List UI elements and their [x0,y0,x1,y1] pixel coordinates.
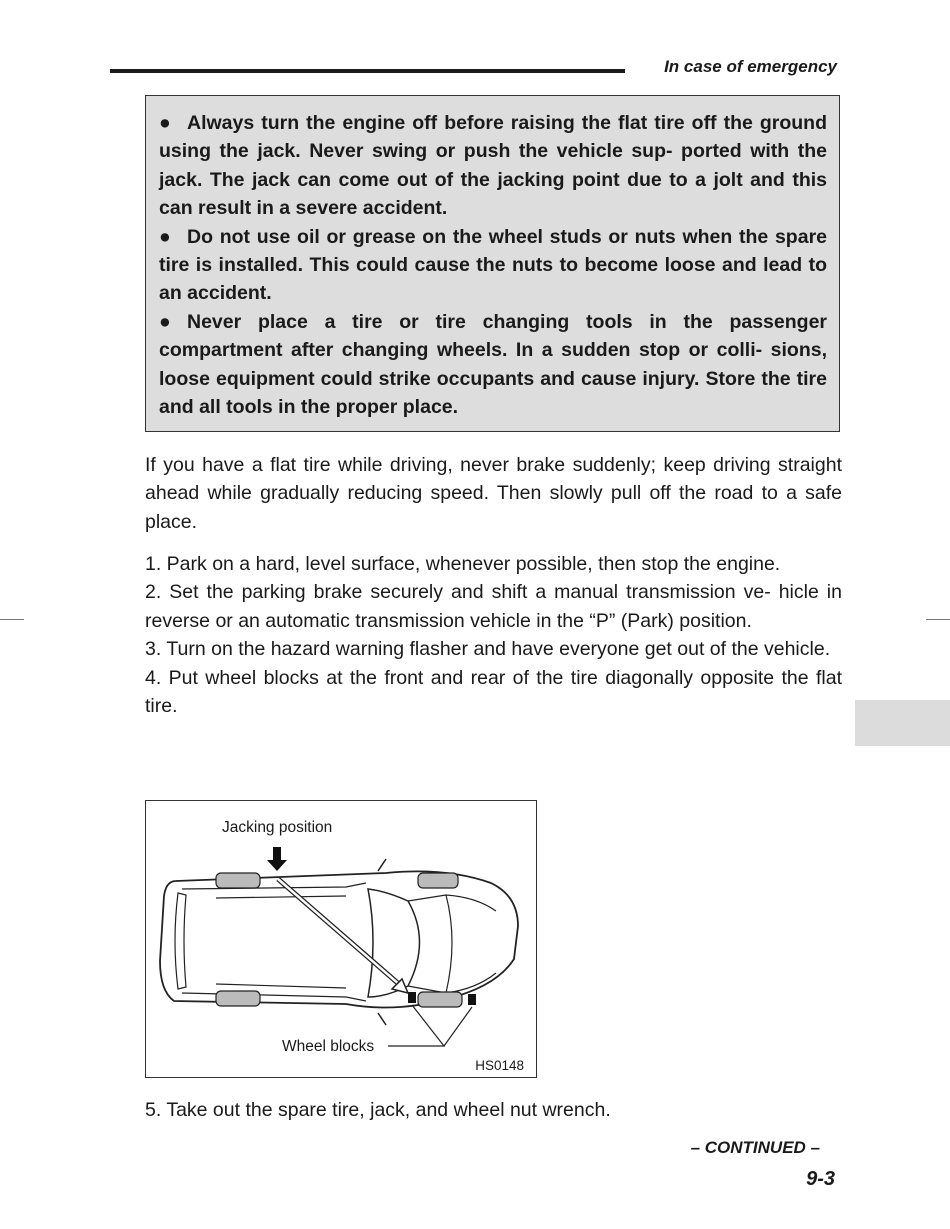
warning-item [159,223,827,308]
crop-mark-right [926,619,950,620]
steps-list [145,550,842,720]
bullet-icon: ● [159,225,171,248]
warning-box [145,95,840,432]
header-rule [110,69,625,73]
wheel-block-front [408,992,416,1003]
step-2: 2. Set the parking brake securely and shift a manual transmission ve- hicle in reverse or an automatic transmission vehicle in the “P” (Park) position. [145,581,842,632]
intro-paragraph: If you have a flat tire while driving, never brake suddenly; keep driving straight ahead while gradually reducing speed. Then slowly pull off the road to a safe place. [145,454,842,533]
step-4: 4. Put wheel blocks at the front and rear of the tire diagonally opposite the flat tire. [145,666,842,718]
warning-text: Always turn the engine off before raising the flat tire off the ground using the jack. Never swing or push the vehicle sup- ported with the jack. The jack can come out of the jacking point due to a jolt and this can result in a severe accident. [159,112,827,220]
step-3: 3. Turn on the hazard warning flasher and have everyone get out of the vehicle. [145,638,831,661]
car-top-view-illustration [146,801,536,1077]
warning-text: Do not use oil or grease on the wheel studs or nuts when the spare tire is installed. This could cause the nuts to become loose and lead to an accident. [159,225,827,305]
step-1: 1. Park on a hard, level surface, whenever possible, then stop the engine. [145,553,781,575]
wheel-block-rear [468,994,476,1005]
chapter-tab [855,700,950,746]
section-title: In case of emergency [664,57,837,76]
crop-mark-left [0,619,24,620]
jacking-arrow-icon [273,847,281,861]
bullet-icon: ● [159,310,171,333]
figure-code: HS0148 [475,1058,524,1073]
warning-item [159,109,827,223]
wheel-blocks-label: Wheel blocks [282,1038,375,1055]
continued-label: – CONTINUED – [690,1138,820,1157]
warning-text: Never place a tire or tire changing tools in the passenger compartment after changing wheels. In a sudden stop or colli- sions, loose equipment could strike occupants and cause injury. Store the tire and all tools in the proper place. [159,310,827,419]
page-number: 9-3 [806,1168,835,1190]
step-5: 5. Take out the spare tire, jack, and wheel nut wrench. [145,1099,611,1121]
warning-item [159,308,827,422]
jacking-figure [145,800,537,1078]
jacking-position-label: Jacking position [222,819,333,836]
bullet-icon: ● [159,112,171,134]
